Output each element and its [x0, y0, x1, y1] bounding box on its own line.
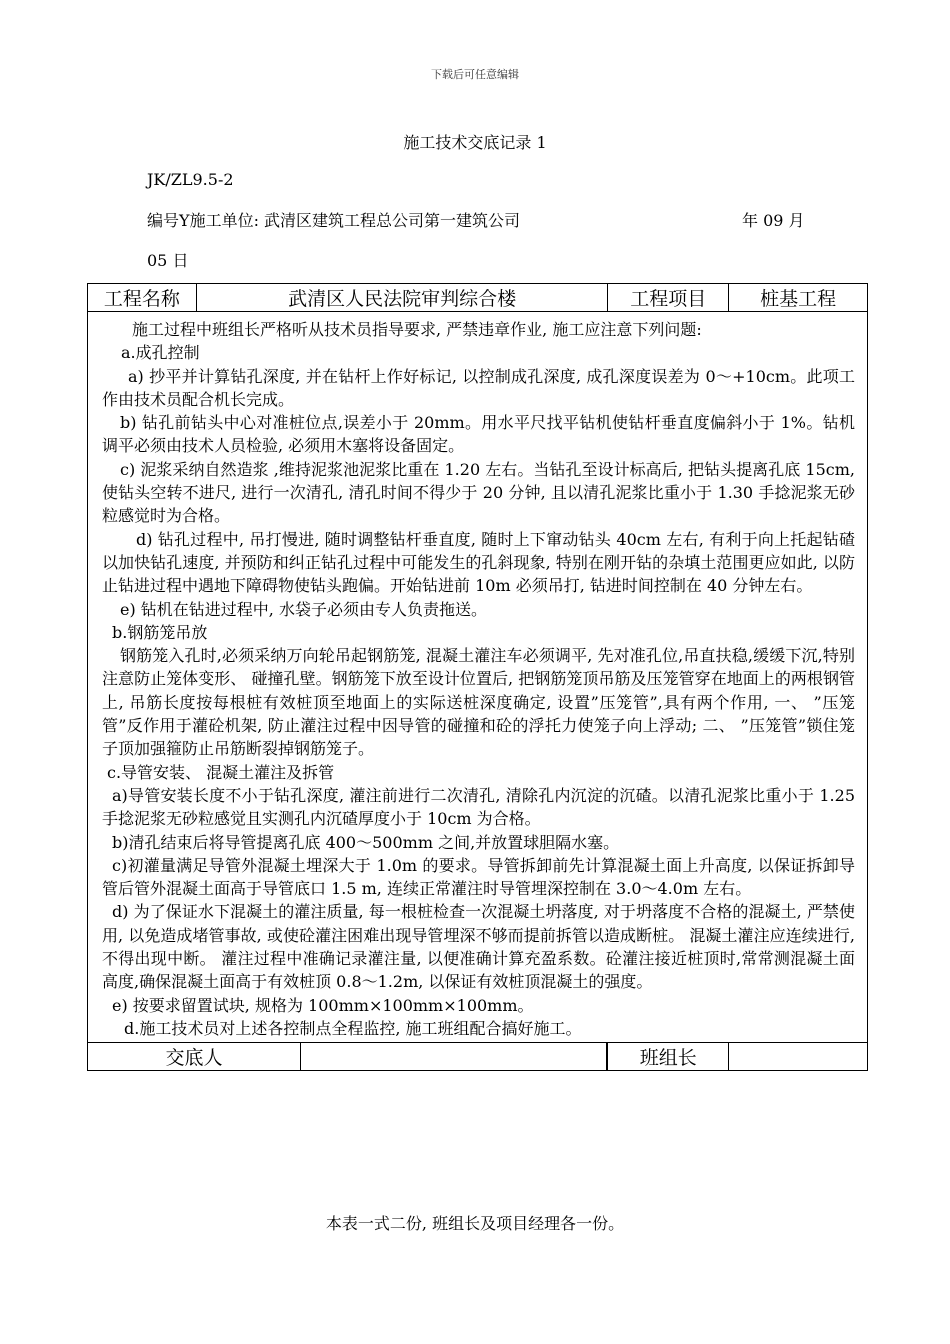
handover-person-field[interactable] — [301, 1043, 607, 1070]
paragraph-b-body: 钢筋笼入孔时,必须采纳万向轮吊起钢筋笼, 混凝土灌注车必须调平, 先对准孔位,吊直扶稳,缓缓下沉,特别注意防止笼体变形、 碰撞孔壁。钢筋笼下放至设计位置后, 把钢筋笼顶吊筋及压笼管穿在地面上的两根钢管上, 吊筋长度按每根桩有效桩顶至地面上的实际送桩深度确定, 设置”压笼管”,具有两个作用, 一、 ”压笼管”反作用于灌砼机架, 防止灌注过程中因导管的碰撞和砼的浮托力使笼子向上浮动; 二、 ”压笼管”锁住笼子顶加强箍防止吊筋断裂掉钢筋笼子。 — [102, 646, 855, 759]
paragraph-a-b: b) 钻孔前钻头中心对准桩位点,误差小于 20mm。用水平尺找平钻机使钻杆垂直度偏斜小于 1%。钻机调平必须由技术人员检验, 必须用木塞将设备固定。 — [102, 413, 855, 456]
project-header-row — [88, 284, 868, 312]
project-item-label: 工程项目 — [608, 284, 729, 312]
paragraph-d: d.施工技术员对上述各控制点全程监控, 施工班组配合搞好施工。 — [124, 1018, 582, 1038]
team-leader-label: 班组长 — [608, 1043, 729, 1071]
technical-disclosure-table — [87, 283, 868, 1071]
project-name-label: 工程名称 — [88, 284, 197, 312]
paragraph-a-c: c) 泥浆采纳自然造浆 ,维持泥浆池泥浆比重在 1.20 左右。当钻孔至设计标高后, 把钻头提离孔底 15cm, 使钻头空转不进尺, 进行一次清孔, 清孔时间不得少于 20 分钟, 且以清孔泥浆比重小于 1.30 手捻泥浆无砂粒感觉时为合格。 — [102, 459, 855, 526]
paragraph-c-b: b)清孔结束后将导管提离孔底 400～500mm 之间,并放置球胆隔水塞。 — [112, 832, 620, 852]
paragraph-a-e: e) 钻机在钻进过程中, 水袋子必须由专人负责拖送。 — [120, 599, 487, 619]
paragraph-a-d: d) 钻孔过程中, 吊打慢进, 随时调整钻杆垂直度, 随时上下窜动钻头 40cm 左右, 有利于向上托起钻碴以加快钻孔速度, 并预防和纠正钻孔过程中可能发生的孔斜现象, 特别在刚开钻的杂填土范围更应如此, 以防止钻进过程中遇地下障碍物使钻头跑偏。开始钻进前 10m 必须吊打, 钻进时间控制在 40 分钟左右。 — [102, 529, 855, 596]
construction-unit-line: 编号Y施工单位: 武清区建筑工程总公司第一建筑公司 — [147, 211, 521, 230]
document-title: 施工技术交底记录 1 — [403, 133, 547, 152]
paragraph-a-a: a) 抄平并计算钻孔深度, 并在钻杆上作好标记, 以控制成孔深度, 成孔深度误差为 0～+10cm。此项工作由技术员配合机长完成。 — [102, 366, 855, 409]
header-note: 下载后可任意编辑 — [431, 68, 519, 81]
signature-row — [88, 1043, 868, 1071]
team-leader-field[interactable] — [729, 1043, 868, 1071]
date-day: 05 日 — [147, 251, 189, 270]
section-heading-c: c.导管安装、 混凝土灌注及拆管 — [107, 762, 335, 782]
project-item-value: 桩基工程 — [729, 284, 868, 312]
disclosure-content — [88, 312, 868, 1043]
section-heading-b: b.钢筋笼吊放 — [112, 622, 208, 642]
paragraph-c-d: d) 为了保证水下混凝土的灌注质量, 每一根桩检查一次混凝土坍落度, 对于坍落度不合格的混凝土, 严禁使用, 以免造成堵管事故, 或使砼灌注困难出现导管埋深不够而提前拆管以造成断桩。 混凝土灌注应连续进行,不得出现中断。 灌注过程中准确记录灌注量, 以便准确计算充盈系数。砼灌注接近桩顶时,常常测混凝土面高度,确保混凝土面高于有效桩顶 0.8～1.2m, 以保证有效桩顶混凝土的强度。 — [102, 902, 855, 992]
project-name-value: 武清区人民法院审判综合楼 — [196, 284, 607, 312]
paragraph-c-e: e) 按要求留置试块, 规格为 100mm×100mm×100mm。 — [112, 995, 534, 1015]
handover-person-label: 交底人 — [88, 1043, 301, 1070]
date-month: 年 09 月 — [742, 211, 805, 230]
footer-note: 本表一式二份, 班组长及项目经理各一份。 — [325, 1214, 625, 1233]
section-heading-a: a.成孔控制 — [121, 343, 200, 363]
paragraph-c-a: a)导管安装长度不小于钻孔深度, 灌注前进行二次清孔, 清除孔内沉淀的沉碴。以清孔泥浆比重小于 1.25 手捻泥浆无砂粒感觉且实测孔内沉碴厚度小于 10cm 为合格。 — [102, 785, 855, 829]
intro-paragraph: 施工过程中班组长严格听从技术员指导要求, 严禁违章作业, 施工应注意下列问题: — [132, 320, 702, 339]
document-code: JK/ZL9.5-2 — [147, 170, 234, 189]
paragraph-c-c: c)初灌量满足导管外混凝土埋深大于 1.0m 的要求。导管拆卸前先计算混凝土面上升高度, 以保证拆卸导管后管外混凝土面高于导管底口 1.5 m, 连续正常灌注时导管埋深控制在 3.0～4.0m 左右。 — [102, 855, 855, 899]
